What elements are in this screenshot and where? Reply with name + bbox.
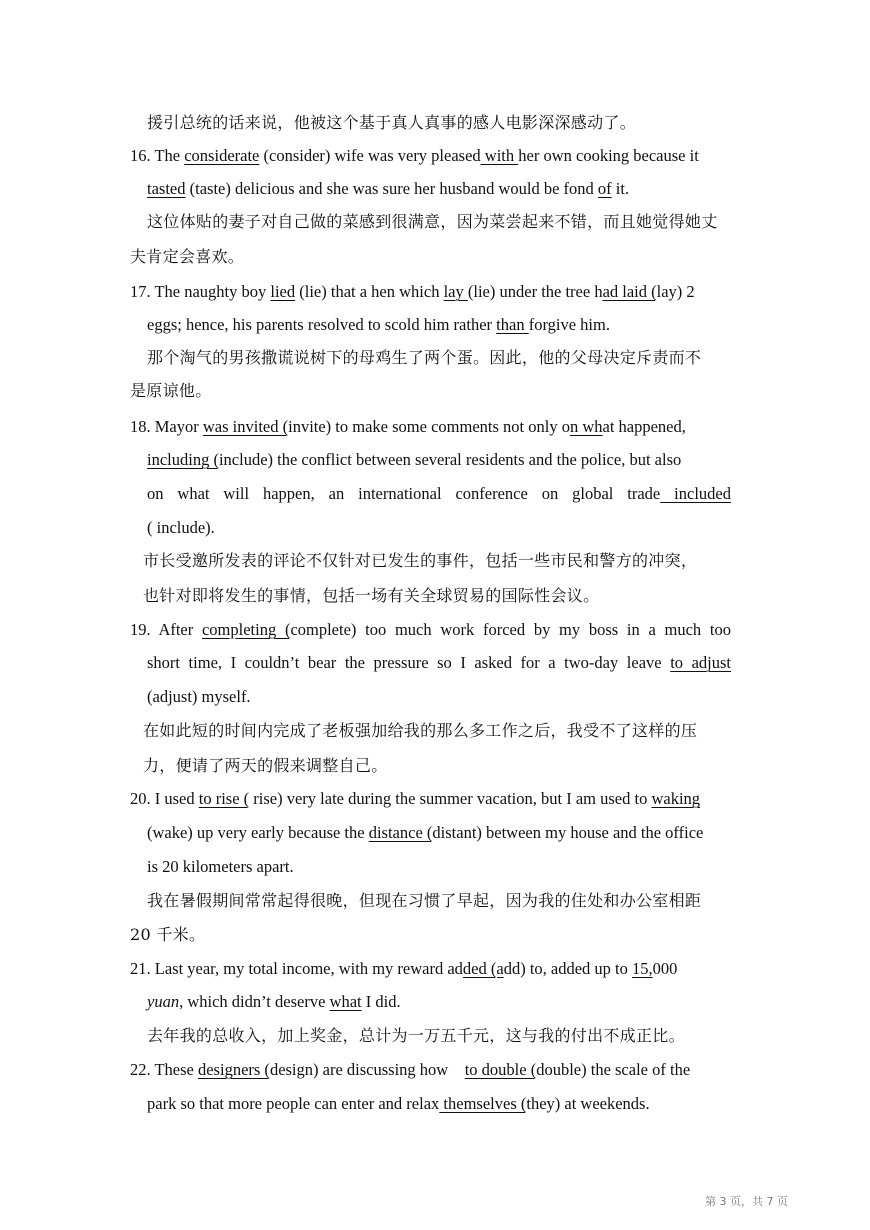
translation-line [147, 211, 718, 233]
answer-blank: included [660, 484, 731, 503]
line-text: 是原谅他。 [130, 381, 212, 400]
line-text: I did. [361, 992, 401, 1011]
line-text: (lie) under the tree h [467, 282, 603, 301]
line-text: 援引总统的话来说，他被这个基于真人真事的感人电影深深感动了。 [147, 113, 637, 132]
exercise-line [147, 483, 731, 505]
line-text: ( include). [147, 518, 215, 537]
exercise-line [147, 1093, 650, 1115]
line-text: , which didn’t deserve [179, 992, 330, 1011]
answer-blank: what [329, 992, 362, 1011]
line-text: 我在暑假期间常常起得很晚，但现在习惯了早起，因为我的住处和办公室相距 [147, 891, 702, 910]
exercise-line [147, 822, 703, 844]
answer-blank: 15, [632, 959, 653, 978]
exercise-line [130, 619, 731, 641]
exercise-line [130, 281, 695, 303]
line-text: 20 千米。 [130, 925, 206, 944]
line-text: (adjust) myself. [147, 687, 251, 706]
line-text: (lie) that a hen which [295, 282, 444, 301]
line-text: is 20 kilometers apart. [147, 857, 294, 876]
line-text: (wake) up very early because the [147, 823, 369, 842]
answer-blank: ded (a [462, 959, 504, 978]
line-text: it. [611, 179, 630, 198]
line-text: 22. These [130, 1060, 198, 1079]
exercise-line [130, 958, 677, 980]
translation-line [147, 1025, 685, 1047]
exercise-line [130, 1059, 690, 1081]
line-text: complete) too much work forced by my boss in a much too [290, 620, 731, 639]
answer-blank: waking [651, 789, 701, 808]
line-text: dd) to, added up to [503, 959, 633, 978]
translation-line [130, 380, 212, 402]
line-text: eggs; hence, his parents resolved to scold him rather [147, 315, 497, 334]
exercise-line [130, 145, 699, 167]
line-text: 21. Last year, my total income, with my reward ad [130, 959, 463, 978]
translation-line [147, 347, 701, 369]
answer-blank: considerate [184, 146, 260, 165]
line-text: park so that more people can enter and relax [147, 1094, 440, 1113]
answer-blank: of [597, 179, 612, 198]
line-text: 在如此短的时间内完成了老板强加给我的那么多工作之后，我受不了这样的压 [143, 721, 698, 740]
line-text: rise) very late during the summer vacation, but I am used to [249, 789, 652, 808]
exercise-line [147, 652, 731, 674]
line-text: 000 [652, 959, 678, 978]
line-text: 19. After [130, 620, 202, 639]
answer-blank: lied [270, 282, 296, 301]
exercise-line [130, 416, 686, 438]
answer-blank: than [496, 315, 529, 334]
translation-line [147, 112, 636, 134]
exercise-line [147, 991, 401, 1013]
italic-text: yuan [147, 992, 180, 1011]
translation-line [130, 246, 244, 268]
line-text: include) the conflict between several residents and the police, but also [218, 450, 682, 469]
line-text: double) the scale of the [536, 1060, 691, 1079]
line-text: 夫肯定会喜欢。 [130, 247, 245, 266]
line-text: short time, I couldn’t bear the pressure so I asked for a two-day leave [147, 653, 671, 672]
line-text: forgive him. [528, 315, 610, 334]
line-text: 去年我的总收入，加上奖金，总计为一万五千元，这与我的付出不成正比。 [147, 1026, 685, 1045]
exercise-line [147, 686, 251, 708]
exercise-line [147, 517, 215, 539]
line-text: 力，便请了两天的假来调整自己。 [143, 756, 388, 775]
answer-blank: with [480, 146, 519, 165]
line-text: 也针对即将发生的事情，包括一场有关全球贸易的国际性会议。 [143, 586, 600, 605]
exercise-line [147, 856, 294, 878]
answer-blank: ad laid ( [602, 282, 657, 301]
line-text: 那个淘气的男孩撒谎说树下的母鸡生了两个蛋。因此，他的父母决定斥责而不 [147, 348, 702, 367]
line-text: (taste) delicious and she was sure her husband would be fond [185, 179, 598, 198]
line-text: her own cooking because it [518, 146, 699, 165]
exercise-line [147, 449, 681, 471]
answer-blank: completing ( [201, 620, 291, 639]
line-text: invite) to make some comments not only o [288, 417, 570, 436]
answer-blank: to rise ( [198, 789, 250, 808]
line-text: 20. I used [130, 789, 199, 808]
answer-blank: to adjust [670, 653, 731, 672]
line-text: design) are discussing how [269, 1060, 465, 1079]
translation-line [143, 585, 599, 607]
line-text: at happened, [602, 417, 686, 436]
translation-line [130, 924, 205, 946]
line-text: 这位体贴的妻子对自己做的菜感到很满意，因为菜尝起来不错，而且她觉得她丈 [147, 212, 718, 231]
translation-line [143, 755, 388, 777]
line-text: 16. The [130, 146, 185, 165]
answer-blank: designers ( [197, 1060, 270, 1079]
translation-line [143, 550, 697, 572]
exercise-line [130, 788, 700, 810]
answer-blank: was invited ( [202, 417, 289, 436]
answer-blank: distance ( [368, 823, 433, 842]
answer-blank: to double ( [464, 1060, 537, 1079]
translation-line [147, 890, 701, 912]
exercise-line [147, 178, 629, 200]
exercise-line [147, 314, 610, 336]
answer-blank: themselves ( [439, 1094, 527, 1113]
line-text: on what will happen, an international conference on global trade [147, 484, 661, 503]
line-text: they) at weekends. [526, 1094, 650, 1113]
line-text: 市长受邀所发表的评论不仅针对已发生的事件，包括一些市民和警方的冲突， [143, 551, 698, 570]
answer-blank: lay [443, 282, 468, 301]
answer-blank: including ( [147, 450, 219, 469]
line-text: distant) between my house and the office [432, 823, 704, 842]
answer-blank: n wh [569, 417, 603, 436]
line-text: 17. The naughty boy [130, 282, 271, 301]
line-text: 18. Mayor [130, 417, 203, 436]
answer-blank: tasted [147, 179, 186, 198]
line-text: (consider) wife was very pleased [259, 146, 481, 165]
line-text: lay) 2 [656, 282, 695, 301]
translation-line [143, 720, 697, 742]
page-footer: 第 3 页，共 7 页 [705, 1195, 788, 1208]
